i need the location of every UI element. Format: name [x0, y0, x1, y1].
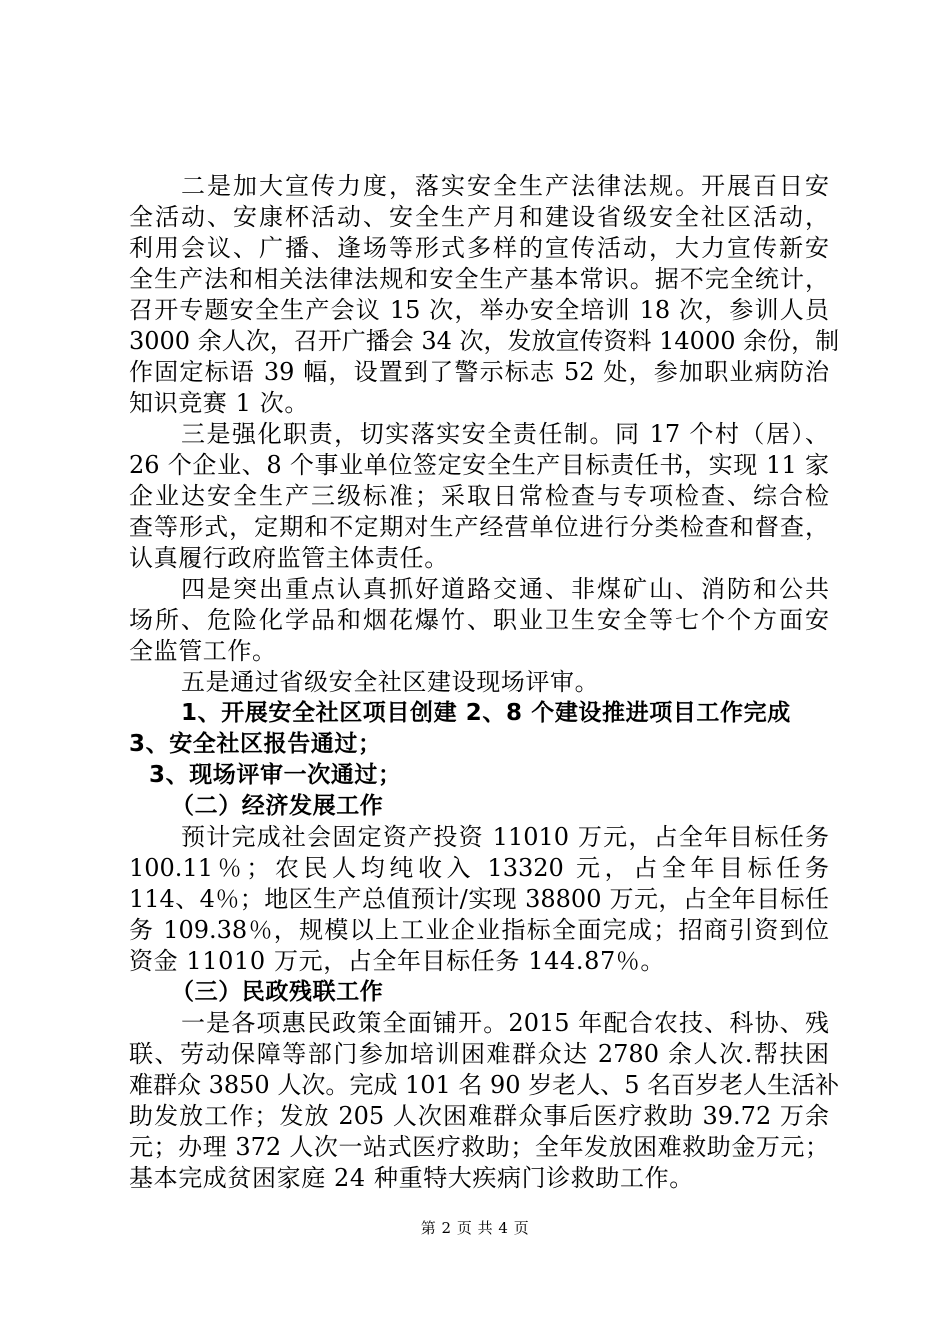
paragraph-line: 一是各项惠民政策全面铺开。2015 年配合农技、科协、残	[181, 1009, 829, 1037]
paragraph-line: 查等形式，定期和不定期对生产经营单位进行分类检查和督查，	[129, 513, 829, 541]
section-heading: （二）经济发展工作	[171, 793, 384, 819]
paragraph-line: 认真履行政府监管主体责任。	[129, 544, 449, 572]
paragraph-line: 四是突出重点认真抓好道路交通、非煤矿山、消防和公共	[181, 575, 829, 603]
paragraph-line: 二是加大宣传力度，落实安全生产法律法规。开展百日安	[181, 172, 829, 200]
paragraph-line: 作固定标语 39 幅，设置到了警示标志 52 处，参加职业病防治	[129, 358, 829, 386]
paragraph-line: 26 个企业、8 个事业单位签定安全生产目标责任书，实现 11 家	[129, 451, 829, 479]
paragraph-line: 100.11％；农民人均纯收入 13320 元，占全年目标任务	[129, 854, 829, 882]
paragraph-line: 全生产法和相关法律法规和安全生产基本常识。据不完全统计，	[129, 265, 829, 293]
paragraph-line: 难群众 3850 人次。完成 101 名 90 岁老人、5 名百岁老人生活补	[129, 1071, 840, 1099]
paragraph-line: 务 109.38％，规模以上工业企业指标全面完成；招商引资到位	[129, 916, 829, 944]
paragraph-line: 元；办理 372 人次一站式医疗救助；全年发放困难救助金万元；	[129, 1133, 829, 1161]
paragraph-line: 基本完成贫困家庭 24 种重特大疾病门诊救助工作。	[129, 1164, 694, 1192]
bold-line: 3、安全社区报告通过；	[129, 731, 382, 757]
bold-line: 1、开展安全社区项目创建 2、8 个建设推进项目工作完成	[181, 700, 791, 726]
paragraph-line: 资金 11010 万元，占全年目标任务 144.87％。	[129, 947, 666, 975]
paragraph-line: 全监管工作。	[129, 637, 277, 665]
paragraph-line: 利用会议、广播、逢场等形式多样的宣传活动，大力宣传新安	[129, 234, 829, 262]
paragraph-line: 五是通过省级安全社区建设现场评审。	[181, 668, 600, 696]
paragraph-line: 3000 余人次，召开广播会 34 次，发放宣传资料 14000 余份，制	[129, 327, 840, 355]
paragraph-line: 三是强化职责，切实落实安全责任制。同 17 个村（居）、	[181, 420, 829, 448]
paragraph-line: 114、4％；地区生产总值预计/实现 38800 万元，占全年目标任	[129, 885, 829, 913]
paragraph-line: 联、劳动保障等部门参加培训困难群众达 2780 余人次.帮扶困	[129, 1040, 829, 1068]
paragraph-line: 知识竞赛 1 次。	[129, 389, 309, 417]
paragraph-line: 全活动、安康杯活动、安全生产月和建设省级安全社区活动，	[129, 203, 829, 231]
paragraph-line: 预计完成社会固定资产投资 11010 万元，占全年目标任务	[181, 823, 829, 851]
document-body	[129, 171, 840, 1194]
paragraph-line: 场所、危险化学品和烟花爆竹、职业卫生安全等七个个方面安	[129, 606, 829, 634]
paragraph-line: 助发放工作；发放 205 人次困难群众事后医疗救助 39.72 万余	[129, 1102, 829, 1130]
bold-line: 3、现场评审一次通过；	[149, 762, 402, 788]
page-number: 第 2 页 共 4 页	[420, 1219, 530, 1237]
paragraph-line: 召开专题安全生产会议 15 次，举办安全培训 18 次，参训人员	[129, 296, 829, 324]
paragraph-line: 企业达安全生产三级标准；采取日常检查与专项检查、综合检	[129, 482, 829, 510]
section-heading: （三）民政残联工作	[171, 979, 384, 1005]
